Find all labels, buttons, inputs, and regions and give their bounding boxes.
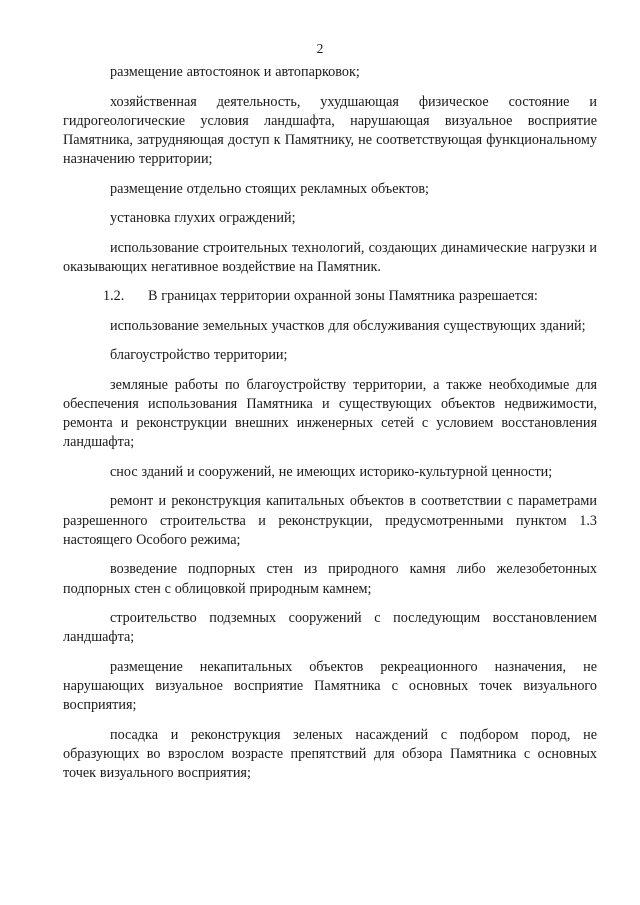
paragraph: установка глухих ограждений;	[110, 210, 296, 227]
paragraph: размещение автостоянок и автопарковок;	[110, 64, 360, 80]
paragraph: посадка и реконструкция зеленых насаждений с подбором пород, не образующих во взрослом возрасте препятствий для обзора Памятника с основных точек визуального восприятия;	[63, 726, 597, 782]
paragraph: использование строительных технологий, создающих динамические нагрузки и оказывающих негативное воздействие на Памятник.	[63, 239, 597, 275]
section-number: 1.2.	[103, 288, 125, 305]
paragraph: снос зданий и сооружений, не имеющих историко-культурной ценности;	[110, 463, 553, 480]
document-body	[63, 63, 597, 794]
section-text: В границах территории охранной зоны Памятника разрешается:	[148, 288, 538, 305]
paragraph: строительство подземных сооружений с последующим восстановлением ландшафта;	[63, 610, 597, 646]
paragraph: размещение отдельно стоящих рекламных объектов;	[110, 180, 430, 197]
page-number: 2	[316, 41, 324, 56]
paragraph: размещение некапитальных объектов рекреационного назначения, не нарушающих визуальное восприятие Памятника с основных точек визуального восприятия;	[63, 658, 597, 714]
paragraph: использование земельных участков для обслуживания существующих зданий;	[110, 317, 586, 334]
section-heading	[63, 287, 597, 306]
paragraph: ремонт и реконструкция капитальных объектов в соответствии с параметрами разрешенного строительства и реконструкции, предусмотренными пунктом 1.3 настоящего Особого режима;	[63, 493, 597, 548]
paragraph: хозяйственная деятельность, ухудшающая физическое состояние и гидрогеологические условия ландшафта, нарушающая визуальное восприятие Памятника, затрудняющая доступ к Памятнику, не соответствующая функциональному назначению территории;	[63, 93, 597, 168]
paragraph: возведение подпорных стен из природного камня либо железобетонных подпорных стен с облицовкой природным камнем;	[63, 561, 597, 597]
paragraph: земляные работы по благоустройству территории, а также необходимые для обеспечения использования Памятника и существующих объектов недвижимости, ремонта и реконструкции внешних инженерных сетей с условием восстановления ландшафта;	[63, 376, 597, 451]
paragraph: благоустройство территории;	[110, 347, 288, 364]
